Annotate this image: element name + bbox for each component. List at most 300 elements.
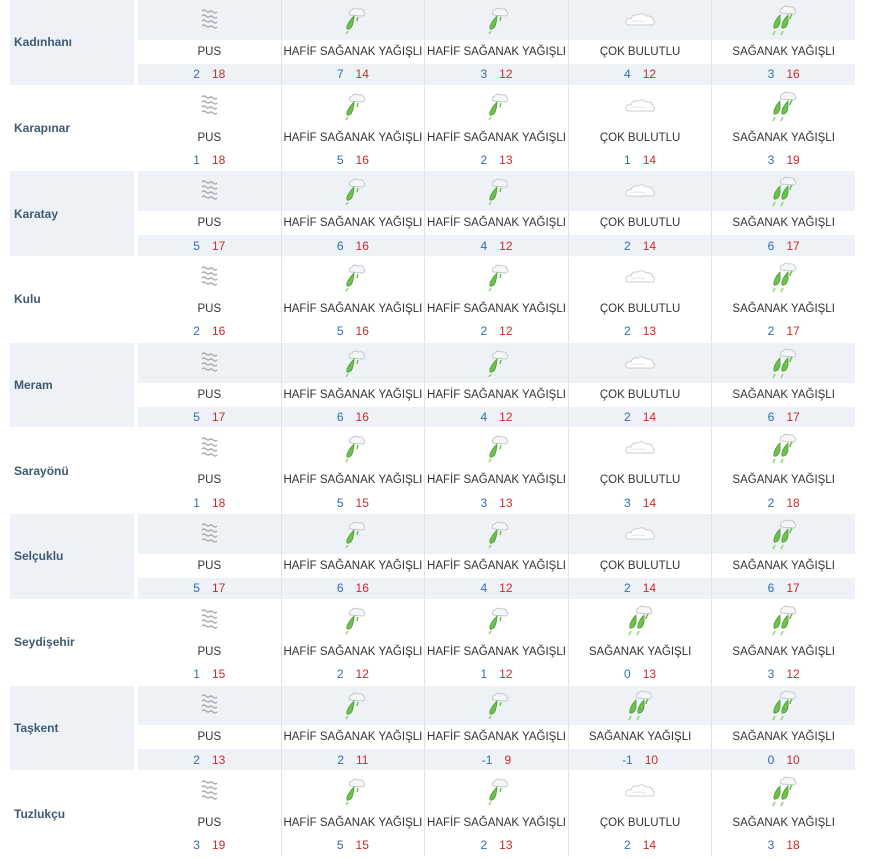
forecast-table: [10, 0, 855, 857]
min-temperature: 2: [624, 409, 631, 424]
min-temperature: 3: [480, 67, 488, 82]
weather-description: ÇOK BULUTLU: [569, 40, 712, 64]
day-cells: [138, 428, 855, 513]
fog-icon: [196, 93, 222, 119]
cloudy-icon: [623, 781, 657, 801]
light-shower-icon: [338, 690, 368, 720]
icon-cell: [569, 86, 712, 126]
min-temperature: 2: [767, 495, 775, 510]
max-temperature: 17: [786, 324, 800, 339]
icon-cell: [569, 771, 712, 811]
day-cell: [138, 686, 282, 771]
shower-icon: [768, 4, 800, 36]
day-cell: [569, 771, 713, 856]
temperature-cell: [712, 149, 855, 170]
cloudy-icon: [623, 267, 657, 287]
icon-cell: [138, 428, 281, 468]
day-cell: [138, 343, 282, 428]
temperature-cell: [569, 407, 712, 428]
temperature-cell: [569, 835, 712, 856]
day-cell: [569, 86, 713, 171]
weather-description: SAĞANAK YAĞIŞLI: [712, 211, 855, 235]
max-temperature: 14: [642, 238, 657, 253]
forecast-row: [10, 686, 855, 772]
day-cell: [282, 257, 426, 342]
light-shower-icon: [338, 605, 368, 635]
min-temperature: 4: [480, 409, 488, 424]
light-shower-icon: [338, 348, 368, 378]
temperature-cell: [569, 149, 712, 170]
max-temperature: 12: [355, 667, 369, 682]
max-temperature: 12: [499, 238, 513, 253]
temperature-cell: [569, 235, 712, 256]
weather-description: HAFİF SAĞANAK YAĞIŞLI: [282, 297, 425, 321]
icon-cell: [282, 600, 425, 640]
icon-cell: [138, 343, 281, 383]
day-cell: [712, 171, 855, 256]
max-temperature: 12: [786, 667, 800, 682]
max-temperature: 13: [499, 838, 513, 853]
weather-description: HAFİF SAĞANAK YAĞIŞLI: [425, 126, 568, 150]
min-temperature: 0: [767, 752, 775, 767]
temperature-cell: [425, 835, 568, 856]
light-shower-icon: [481, 776, 511, 806]
weather-description: HAFİF SAĞANAK YAĞIŞLI: [282, 126, 425, 150]
weather-description: HAFİF SAĞANAK YAĞIŞLI: [425, 468, 568, 492]
weather-description: SAĞANAK YAĞIŞLI: [712, 811, 855, 835]
temperature-cell: [569, 64, 712, 85]
min-temperature: 2: [480, 838, 488, 853]
max-temperature: 9: [504, 752, 512, 767]
min-temperature: 5: [336, 152, 344, 167]
day-cell: [425, 257, 569, 342]
fog-icon: [196, 7, 222, 33]
shower-icon: [768, 518, 800, 550]
light-shower-icon: [481, 5, 511, 35]
day-cell: [282, 428, 426, 513]
icon-cell: [569, 343, 712, 383]
min-temperature: 4: [480, 238, 488, 253]
day-cell: [569, 600, 713, 685]
day-cell: [712, 514, 855, 599]
min-temperature: 0: [624, 667, 631, 682]
day-cell: [569, 686, 713, 771]
temperature-cell: [282, 492, 425, 513]
icon-cell: [569, 257, 712, 297]
icon-cell: [282, 257, 425, 297]
fog-icon: [196, 521, 222, 547]
light-shower-icon: [338, 5, 368, 35]
shower-icon: [768, 175, 800, 207]
min-temperature: 3: [767, 152, 775, 167]
forecast-row: [10, 600, 855, 686]
icon-cell: [282, 343, 425, 383]
min-temperature: 5: [193, 581, 200, 596]
town-name[interactable]: Kulu: [10, 257, 136, 342]
day-cell: [712, 686, 855, 771]
temperature-cell: [569, 321, 712, 342]
min-temperature: 1: [624, 152, 631, 167]
town-name[interactable]: Meram: [10, 343, 136, 428]
icon-cell: [282, 514, 425, 554]
temperature-cell: [425, 321, 568, 342]
weather-description: SAĞANAK YAĞIŞLI: [569, 640, 712, 664]
temperature-cell: [712, 407, 855, 428]
light-shower-icon: [481, 91, 511, 121]
day-cell: [569, 0, 713, 85]
forecast-row: [10, 771, 855, 857]
town-name[interactable]: Selçuklu: [10, 514, 136, 599]
forecast-row: [10, 257, 855, 343]
day-cell: [282, 86, 426, 171]
weather-description: PUS: [138, 383, 281, 407]
shower-icon: [768, 775, 800, 807]
light-shower-icon: [338, 433, 368, 463]
min-temperature: 1: [193, 152, 200, 167]
temperature-cell: [282, 664, 425, 685]
temperature-cell: [138, 235, 281, 256]
shower-icon: [768, 261, 800, 293]
icon-cell: [425, 0, 568, 40]
max-temperature: 13: [642, 324, 657, 339]
forecast-row: [10, 86, 855, 172]
temperature-cell: [282, 64, 425, 85]
temperature-cell: [282, 149, 425, 170]
min-temperature: 1: [193, 667, 200, 682]
fog-icon: [196, 607, 222, 633]
day-cell: [138, 0, 282, 85]
icon-cell: [282, 171, 425, 211]
min-temperature: 2: [193, 324, 200, 339]
icon-cell: [138, 0, 281, 40]
icon-cell: [425, 771, 568, 811]
weather-description: HAFİF SAĞANAK YAĞIŞLI: [282, 468, 425, 492]
day-cells: [138, 771, 855, 856]
icon-cell: [138, 257, 281, 297]
shower-icon: [768, 90, 800, 122]
max-temperature: 14: [642, 581, 657, 596]
temperature-cell: [425, 64, 568, 85]
light-shower-icon: [338, 262, 368, 292]
icon-cell: [425, 86, 568, 126]
weather-description: PUS: [138, 640, 281, 664]
min-temperature: 6: [336, 238, 344, 253]
weather-description: HAFİF SAĞANAK YAĞIŞLI: [282, 640, 425, 664]
icon-cell: [138, 771, 281, 811]
weather-description: ÇOK BULUTLU: [569, 468, 712, 492]
temperature-cell: [712, 749, 855, 770]
weather-description: SAĞANAK YAĞIŞLI: [569, 725, 712, 749]
min-temperature: 2: [337, 752, 344, 767]
icon-cell: [425, 686, 568, 726]
light-shower-icon: [481, 348, 511, 378]
cloudy-icon: [623, 10, 657, 30]
max-temperature: 16: [355, 238, 369, 253]
town-name[interactable]: Taşkent: [10, 686, 136, 771]
icon-cell: [712, 428, 855, 468]
weather-description: HAFİF SAĞANAK YAĞIŞLI: [425, 40, 568, 64]
icon-cell: [569, 686, 712, 726]
icon-cell: [425, 428, 568, 468]
min-temperature: 2: [480, 324, 488, 339]
day-cells: [138, 343, 855, 428]
max-temperature: 12: [642, 67, 657, 82]
day-cell: [425, 600, 569, 685]
weather-description: HAFİF SAĞANAK YAĞIŞLI: [425, 383, 568, 407]
min-temperature: 1: [480, 667, 488, 682]
max-temperature: 17: [786, 409, 800, 424]
forecast-row: [10, 514, 855, 600]
temperature-cell: [712, 64, 855, 85]
weather-description: HAFİF SAĞANAK YAĞIŞLI: [425, 211, 568, 235]
min-temperature: 3: [480, 495, 488, 510]
min-temperature: 2: [624, 324, 631, 339]
temperature-cell: [712, 578, 855, 599]
day-cell: [138, 171, 282, 256]
max-temperature: 16: [355, 324, 369, 339]
min-temperature: 5: [193, 238, 200, 253]
temperature-cell: [712, 835, 855, 856]
temperature-cell: [138, 835, 281, 856]
temperature-cell: [712, 664, 855, 685]
day-cell: [425, 0, 569, 85]
max-temperature: 13: [211, 752, 226, 767]
temperature-cell: [712, 492, 855, 513]
temperature-cell: [712, 235, 855, 256]
town-name[interactable]: Tuzlukçu: [10, 771, 136, 856]
max-temperature: 14: [642, 152, 657, 167]
icon-cell: [569, 428, 712, 468]
min-temperature: 3: [767, 67, 775, 82]
day-cell: [425, 514, 569, 599]
icon-cell: [138, 686, 281, 726]
min-temperature: 2: [336, 667, 344, 682]
weather-description: PUS: [138, 811, 281, 835]
icon-cell: [282, 0, 425, 40]
icon-cell: [569, 0, 712, 40]
min-temperature: 2: [624, 238, 631, 253]
min-temperature: 1: [193, 495, 200, 510]
max-temperature: 18: [211, 152, 226, 167]
forecast-row: [10, 343, 855, 429]
day-cell: [712, 343, 855, 428]
min-temperature: -1: [481, 752, 493, 767]
max-temperature: 16: [211, 324, 226, 339]
cloudy-icon: [623, 438, 657, 458]
light-shower-icon: [481, 605, 511, 635]
day-cell: [569, 171, 713, 256]
max-temperature: 16: [786, 67, 800, 82]
temperature-cell: [425, 578, 568, 599]
max-temperature: 15: [355, 495, 369, 510]
temperature-cell: [138, 492, 281, 513]
max-temperature: 13: [499, 152, 513, 167]
max-temperature: 12: [499, 409, 513, 424]
icon-cell: [569, 514, 712, 554]
max-temperature: 19: [786, 152, 800, 167]
weather-description: PUS: [138, 297, 281, 321]
icon-cell: [282, 86, 425, 126]
min-temperature: 4: [624, 67, 631, 82]
weather-description: HAFİF SAĞANAK YAĞIŞLI: [282, 811, 425, 835]
forecast-row: [10, 428, 855, 514]
max-temperature: 14: [355, 67, 369, 82]
day-cell: [425, 771, 569, 856]
temperature-cell: [425, 664, 568, 685]
weather-description: HAFİF SAĞANAK YAĞIŞLI: [282, 554, 425, 578]
day-cell: [282, 514, 426, 599]
weather-description: ÇOK BULUTLU: [569, 126, 712, 150]
icon-cell: [425, 257, 568, 297]
day-cell: [569, 257, 713, 342]
max-temperature: 18: [786, 495, 800, 510]
temperature-cell: [569, 492, 712, 513]
light-shower-icon: [481, 176, 511, 206]
day-cells: [138, 257, 855, 342]
town-name[interactable]: Kadınhanı: [10, 0, 136, 85]
max-temperature: 14: [642, 495, 657, 510]
town-name[interactable]: Seydişehir: [10, 600, 136, 685]
icon-cell: [425, 171, 568, 211]
icon-cell: [425, 600, 568, 640]
weather-description: PUS: [138, 40, 281, 64]
town-name[interactable]: Sarayönü: [10, 428, 136, 513]
max-temperature: 18: [786, 838, 800, 853]
cloudy-icon: [623, 524, 657, 544]
max-temperature: 13: [499, 495, 513, 510]
weather-description: SAĞANAK YAĞIŞLI: [712, 40, 855, 64]
max-temperature: 12: [499, 667, 513, 682]
shower-icon: [768, 347, 800, 379]
temperature-cell: [569, 578, 712, 599]
town-name[interactable]: Karapınar: [10, 86, 136, 171]
cloudy-icon: [623, 353, 657, 373]
min-temperature: 6: [767, 409, 775, 424]
temperature-cell: [425, 492, 568, 513]
weather-description: SAĞANAK YAĞIŞLI: [712, 725, 855, 749]
icon-cell: [138, 600, 281, 640]
weather-description: PUS: [138, 468, 281, 492]
day-cell: [712, 771, 855, 856]
light-shower-icon: [338, 776, 368, 806]
temperature-cell: [138, 407, 281, 428]
max-temperature: 13: [642, 667, 657, 682]
max-temperature: 12: [499, 581, 513, 596]
weather-description: HAFİF SAĞANAK YAĞIŞLI: [282, 40, 425, 64]
min-temperature: 2: [767, 324, 775, 339]
weather-description: ÇOK BULUTLU: [569, 297, 712, 321]
day-cell: [138, 257, 282, 342]
day-cells: [138, 514, 855, 599]
light-shower-icon: [338, 176, 368, 206]
fog-icon: [196, 264, 222, 290]
weather-description: HAFİF SAĞANAK YAĞIŞLI: [425, 640, 568, 664]
max-temperature: 17: [211, 581, 226, 596]
min-temperature: 5: [336, 495, 344, 510]
day-cell: [425, 428, 569, 513]
temperature-cell: [425, 149, 568, 170]
weather-description: ÇOK BULUTLU: [569, 383, 712, 407]
temperature-cell: [282, 578, 425, 599]
temperature-cell: [138, 578, 281, 599]
day-cell: [282, 686, 426, 771]
day-cells: [138, 171, 855, 256]
min-temperature: 2: [624, 838, 631, 853]
icon-cell: [282, 686, 425, 726]
min-temperature: 4: [480, 581, 488, 596]
weather-description: HAFİF SAĞANAK YAĞIŞLI: [282, 725, 425, 749]
temperature-cell: [282, 321, 425, 342]
day-cell: [425, 171, 569, 256]
day-cell: [425, 343, 569, 428]
weather-description: HAFİF SAĞANAK YAĞIŞLI: [425, 297, 568, 321]
icon-cell: [425, 514, 568, 554]
temperature-cell: [282, 235, 425, 256]
icon-cell: [282, 771, 425, 811]
min-temperature: 3: [193, 838, 200, 853]
max-temperature: 16: [355, 581, 369, 596]
min-temperature: 2: [193, 752, 200, 767]
weather-description: HAFİF SAĞANAK YAĞIŞLI: [282, 211, 425, 235]
weather-description: PUS: [138, 126, 281, 150]
icon-cell: [712, 600, 855, 640]
light-shower-icon: [338, 91, 368, 121]
forecast-row: [10, 171, 855, 257]
day-cell: [138, 771, 282, 856]
min-temperature: 2: [193, 67, 200, 82]
icon-cell: [138, 86, 281, 126]
max-temperature: 16: [355, 152, 369, 167]
temperature-cell: [712, 321, 855, 342]
temperature-cell: [282, 749, 425, 770]
min-temperature: 5: [193, 409, 200, 424]
temperature-cell: [569, 664, 712, 685]
shower-icon: [624, 689, 656, 721]
day-cell: [712, 428, 855, 513]
max-temperature: 12: [499, 67, 513, 82]
light-shower-icon: [338, 519, 368, 549]
light-shower-icon: [481, 433, 511, 463]
min-temperature: 2: [624, 581, 631, 596]
shower-icon: [624, 604, 656, 636]
max-temperature: 17: [786, 238, 800, 253]
max-temperature: 17: [786, 581, 800, 596]
day-cell: [282, 0, 426, 85]
icon-cell: [712, 171, 855, 211]
town-name[interactable]: Karatay: [10, 171, 136, 256]
day-cell: [138, 86, 282, 171]
day-cell: [569, 514, 713, 599]
day-cell: [282, 343, 426, 428]
icon-cell: [138, 171, 281, 211]
icon-cell: [712, 257, 855, 297]
day-cell: [282, 171, 426, 256]
weather-description: PUS: [138, 725, 281, 749]
shower-icon: [768, 689, 800, 721]
temperature-cell: [569, 749, 712, 770]
min-temperature: 5: [336, 838, 344, 853]
temperature-cell: [138, 664, 281, 685]
min-temperature: 6: [767, 581, 775, 596]
temperature-cell: [138, 149, 281, 170]
icon-cell: [282, 428, 425, 468]
day-cells: [138, 686, 855, 771]
shower-icon: [768, 432, 800, 464]
day-cell: [425, 86, 569, 171]
day-cells: [138, 600, 855, 685]
weather-description: SAĞANAK YAĞIŞLI: [712, 554, 855, 578]
day-cell: [712, 0, 855, 85]
